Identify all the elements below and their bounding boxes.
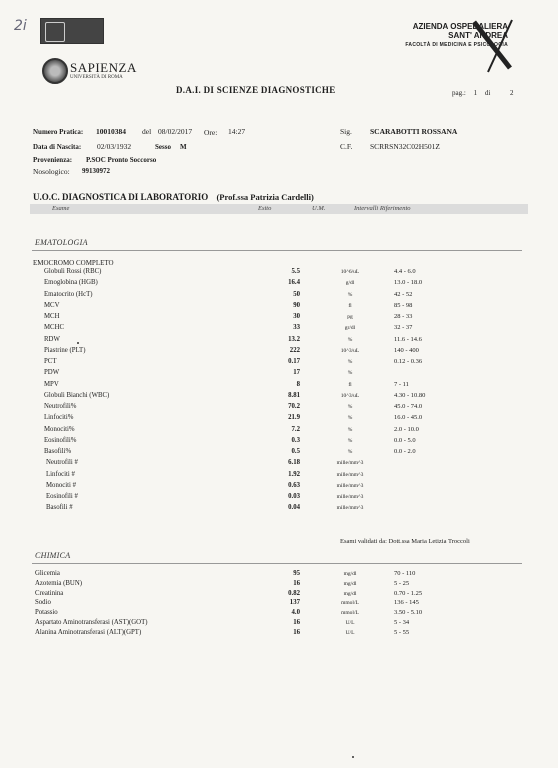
sapienza-seal-icon [42, 58, 68, 84]
table-row [0, 336, 558, 346]
test-range: 5 - 55 [394, 628, 410, 636]
test-range: 16.0 - 45.0 [394, 414, 423, 422]
test-value: 50 [293, 290, 300, 298]
test-unit: % [347, 336, 353, 343]
azienda-line2: SANT' ANDREA [448, 31, 508, 40]
col-intervalli: Intervalli Riferimento [354, 205, 411, 212]
test-unit: mmol/L [341, 610, 359, 617]
test-value: 0.03 [288, 493, 300, 500]
test-range: 0.12 - 0.36 [394, 358, 423, 365]
nascita-label: Data di Nascita: [33, 143, 82, 151]
test-name: Eosinofili% [44, 436, 77, 444]
sapienza-subtitle: UNIVERSITÀ DI ROMA [70, 75, 123, 80]
test-unit: % [347, 404, 353, 410]
test-unit: % [347, 426, 353, 433]
test-unit: % [347, 370, 353, 377]
table-row [0, 403, 558, 413]
test-name: Globuli Rossi (RBC) [44, 268, 102, 275]
test-name: Neutrofili% [44, 403, 77, 410]
test-name: Eosinofili # [46, 493, 78, 500]
test-unit: mille/mm^3 [336, 494, 364, 500]
page-number: 1 [473, 89, 478, 97]
test-value: 0.5 [291, 448, 300, 455]
provenienza-value: P.SOC Pronto Soccorso [86, 156, 157, 164]
test-unit: % [347, 291, 353, 298]
table-row [0, 629, 558, 639]
nosologico-value: 99130972 [82, 167, 110, 175]
table-row [0, 381, 558, 391]
test-value: 6.18 [288, 459, 300, 467]
table-row [0, 347, 558, 357]
test-unit: mg/dl [343, 590, 357, 597]
column-header-bar [30, 204, 528, 214]
nascita-value: 02/03/1932 [97, 142, 132, 151]
section-divider [32, 250, 522, 251]
test-value: 0.17 [288, 358, 300, 365]
test-name: Aspartato Aminotransferasi (AST)(GOT) [35, 619, 148, 626]
sesso-value: M [180, 143, 187, 151]
del-label: del [142, 127, 152, 136]
table-row [0, 609, 558, 619]
table-row [0, 590, 558, 600]
test-name: MCH [44, 313, 60, 320]
table-row [0, 358, 558, 368]
scan-speck [352, 756, 354, 758]
test-name: MCHC [44, 324, 65, 332]
test-value: 0.04 [288, 504, 300, 512]
test-range: 5 - 34 [394, 619, 410, 626]
hospital-logo [40, 18, 104, 44]
page-indicator [452, 89, 514, 97]
test-value: 95 [293, 570, 300, 577]
table-row [0, 324, 558, 334]
test-unit: pg [347, 314, 353, 320]
test-name: Glicemia [35, 570, 60, 577]
test-range: 3.50 - 5.10 [394, 609, 423, 617]
test-name: Monociti% [44, 425, 75, 433]
test-range: 32 - 37 [394, 324, 413, 332]
test-range: 0.0 - 5.0 [394, 436, 416, 444]
test-range: 140 - 400 [394, 346, 419, 354]
emblem-icon [45, 22, 65, 42]
test-value: 0.3 [291, 436, 300, 444]
col-um: U.M. [312, 205, 326, 212]
table-row [0, 580, 558, 590]
nosologico-label: Nosologico: [33, 167, 70, 176]
table-row [0, 369, 558, 379]
table-row [0, 448, 558, 458]
test-value: 137 [289, 599, 300, 607]
numero-pratica-value: 10010384 [96, 127, 126, 136]
test-name: Basofili # [46, 504, 73, 512]
test-value: 16 [293, 619, 300, 626]
test-value: 4.0 [291, 609, 300, 617]
test-value: 0.63 [288, 481, 300, 489]
page-total: 2 [510, 89, 514, 97]
test-value: 222 [289, 346, 300, 354]
table-row [0, 313, 558, 323]
test-range: 13.0 - 18.0 [394, 279, 423, 287]
test-value: 16 [293, 579, 300, 587]
section-chimica: CHIMICA [35, 551, 71, 560]
test-unit: U/L [345, 629, 355, 636]
test-name: Piastrine (PLT) [44, 346, 86, 354]
test-range: 11.6 - 14.6 [394, 335, 422, 343]
department-title: D.A.I. DI SCIENZE DIAGNOSTICHE [176, 85, 336, 95]
cf-label: C.F. [340, 142, 353, 151]
test-name: Linfociti # [46, 470, 75, 478]
table-row [0, 471, 558, 481]
ore-label: Ore: [204, 128, 218, 137]
test-value: 33 [293, 324, 300, 332]
table-row [0, 426, 558, 436]
test-unit: U/L [345, 620, 355, 626]
test-value: 70.2 [288, 403, 300, 410]
test-unit: mmol/L [341, 600, 359, 607]
test-name: Potassio [35, 609, 58, 617]
validation-note: Esami validati da: Dott.ssa Maria Letizia Troccoli [340, 538, 470, 545]
table-row [0, 302, 558, 312]
test-name: Alanina Aminotransferasi (ALT)(GPT) [35, 628, 142, 636]
table-row [0, 291, 558, 301]
test-unit: 10^6/uL [340, 269, 360, 275]
test-value: 5.5 [291, 268, 300, 275]
test-unit: 10^3/uL [340, 347, 360, 354]
table-row [0, 459, 558, 469]
test-range: 2.0 - 10.0 [394, 425, 419, 433]
test-value: 90 [293, 301, 300, 309]
numero-pratica-label: Numero Pratica: [33, 128, 84, 136]
table-row [0, 392, 558, 402]
test-unit: mg/dl [343, 571, 357, 577]
test-name: PDW [44, 369, 60, 377]
handwritten-mark: 2i [14, 18, 27, 34]
scan-speck [77, 342, 79, 344]
test-name: Azotemia (BUN) [35, 579, 82, 587]
section-ematologia: EMATOLOGIA [35, 238, 88, 247]
ore-value: 14:27 [228, 127, 246, 136]
provenienza-label: Provenienza: [33, 156, 73, 164]
test-range: 70 - 110 [394, 570, 416, 577]
test-unit: % [347, 449, 353, 455]
table-row [0, 437, 558, 447]
test-value: 16.4 [288, 279, 300, 287]
table-row [0, 619, 558, 629]
test-range: 45.0 - 74.0 [394, 403, 423, 410]
lab-title-text: U.O.C. DIAGNOSTICA DI LABORATORIO [33, 192, 209, 202]
test-name: Creatinina [35, 589, 64, 597]
test-name: Emoglobina (HGB) [44, 279, 98, 287]
test-range: 28 - 33 [394, 313, 413, 320]
test-value: 17 [293, 369, 300, 377]
table-row [0, 504, 558, 514]
test-unit: % [347, 359, 353, 365]
test-name: Neutrofili # [46, 459, 78, 467]
facolta-line: FACOLTÀ DI MEDICINA E PSICOLOGIA [405, 42, 508, 48]
x-logo-icon [470, 18, 518, 74]
test-range: 136 - 145 [394, 599, 419, 607]
table-row [0, 482, 558, 492]
test-name: Sodio [35, 599, 51, 607]
table-row [0, 414, 558, 424]
col-esame: Esame [52, 205, 70, 212]
test-value: 7.2 [291, 425, 300, 433]
test-name: PCT [44, 358, 57, 365]
section-divider [32, 563, 522, 564]
test-range: 4.4 - 6.0 [394, 268, 416, 275]
table-row [0, 493, 558, 503]
test-value: 8 [296, 380, 300, 388]
sig-label: Sig. [340, 127, 352, 136]
test-name: Globuli Bianchi (WBC) [44, 391, 110, 399]
test-unit: 10^3/uL [340, 392, 360, 399]
test-unit: % [347, 437, 353, 444]
test-name: RDW [44, 335, 60, 343]
test-name: MPV [44, 380, 59, 388]
table-row [0, 570, 558, 580]
test-name: Basofili% [44, 448, 72, 455]
azienda-line1: AZIENDA OSPEDALIERA [412, 22, 508, 31]
sapienza-logo-text: SAPIENZA [70, 60, 137, 75]
test-name: Monociti # [46, 481, 77, 489]
sesso-label: Sesso [155, 143, 171, 151]
page-of: di [484, 89, 491, 97]
test-range: 7 - 11 [394, 380, 409, 388]
test-value: 30 [293, 313, 300, 320]
test-unit: fl [348, 381, 352, 388]
lab-head: (Prof.ssa Patrizia Cardelli) [216, 192, 314, 202]
test-range: 85 - 98 [394, 301, 413, 309]
test-value: 21.9 [288, 414, 300, 422]
test-name: MCV [44, 301, 60, 309]
group-emocromo: EMOCROMO COMPLETO [33, 259, 114, 267]
table-row [0, 268, 558, 278]
col-esito: Esito [258, 205, 272, 212]
test-unit: mg/dl [343, 580, 357, 587]
test-unit: g/dl [345, 280, 355, 287]
test-value: 13.2 [288, 335, 300, 343]
page-label: pag.: [452, 89, 466, 97]
test-value: 0.82 [288, 589, 300, 597]
test-name: Ematocrito (HcT) [44, 290, 93, 298]
test-unit: mille/mm^3 [336, 460, 364, 467]
table-row [0, 279, 558, 289]
data-pratica-value: 08/02/2017 [158, 127, 193, 136]
test-unit: mille/mm^3 [336, 471, 364, 478]
test-unit: mille/mm^3 [336, 482, 364, 489]
test-range: 0.0 - 2.0 [394, 448, 416, 455]
test-name: Linfociti% [44, 414, 74, 422]
cf-value: SCRRSN32C02H501Z [370, 142, 441, 151]
patient-name: SCARABOTTI ROSSANA [370, 127, 458, 136]
test-range: 4.30 - 10.80 [394, 391, 426, 399]
test-range: 5 - 25 [394, 579, 410, 587]
test-range: 0.70 - 1.25 [394, 589, 423, 597]
test-unit: mille/mm^3 [336, 505, 364, 512]
lab-title [33, 192, 314, 202]
test-value: 16 [293, 628, 300, 636]
table-row [0, 599, 558, 609]
test-unit: gr/dl [344, 325, 356, 332]
test-unit: % [347, 415, 353, 422]
test-value: 1.92 [288, 470, 300, 478]
test-range: 42 - 52 [394, 290, 413, 298]
test-value: 8.81 [288, 391, 300, 399]
test-unit: fl [348, 302, 352, 309]
